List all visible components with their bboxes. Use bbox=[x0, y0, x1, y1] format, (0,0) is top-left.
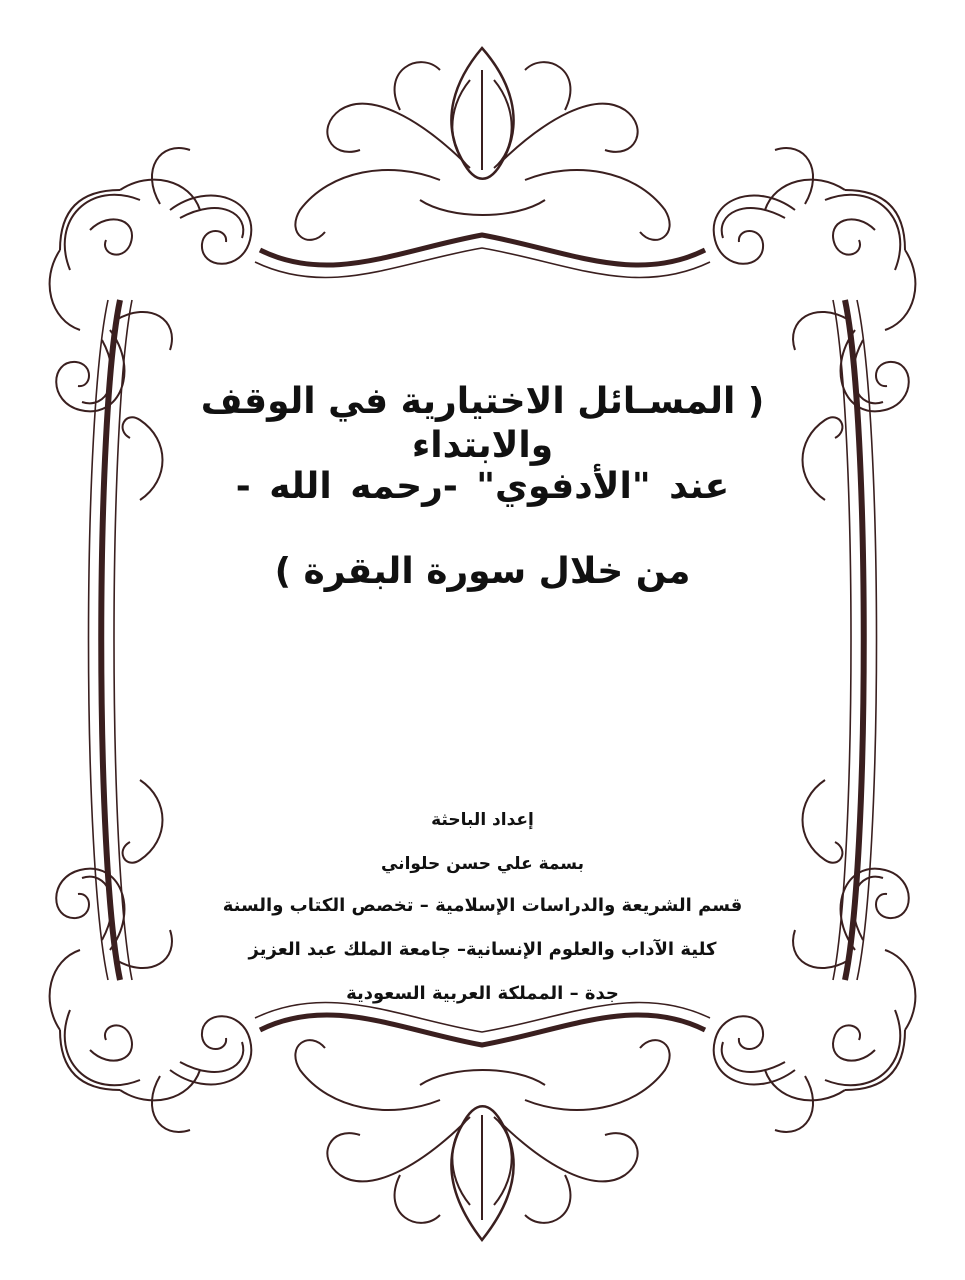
title-line-3: من خلال سورة البقرة ) bbox=[274, 551, 691, 592]
author-name: بسمة علي حسن حلواني bbox=[380, 854, 584, 874]
title-line-1: ( المسـائل الاختيارية في الوقف والابتداء bbox=[200, 381, 765, 466]
college-line: كلية الآداب والعلوم الإنسانية– جامعة الملك عبد العزيز bbox=[248, 939, 717, 960]
title-line-2: عند "الأدفوي" -رحمه الله - bbox=[235, 466, 730, 507]
prepared-by-label: إعداد الباحثة bbox=[431, 810, 534, 830]
department-line: قسم الشريعة والدراسات الإسلامية – تخصص الكتاب والسنة bbox=[222, 895, 743, 916]
location-line: جدة – المملكة العربية السعودية bbox=[346, 983, 619, 1004]
